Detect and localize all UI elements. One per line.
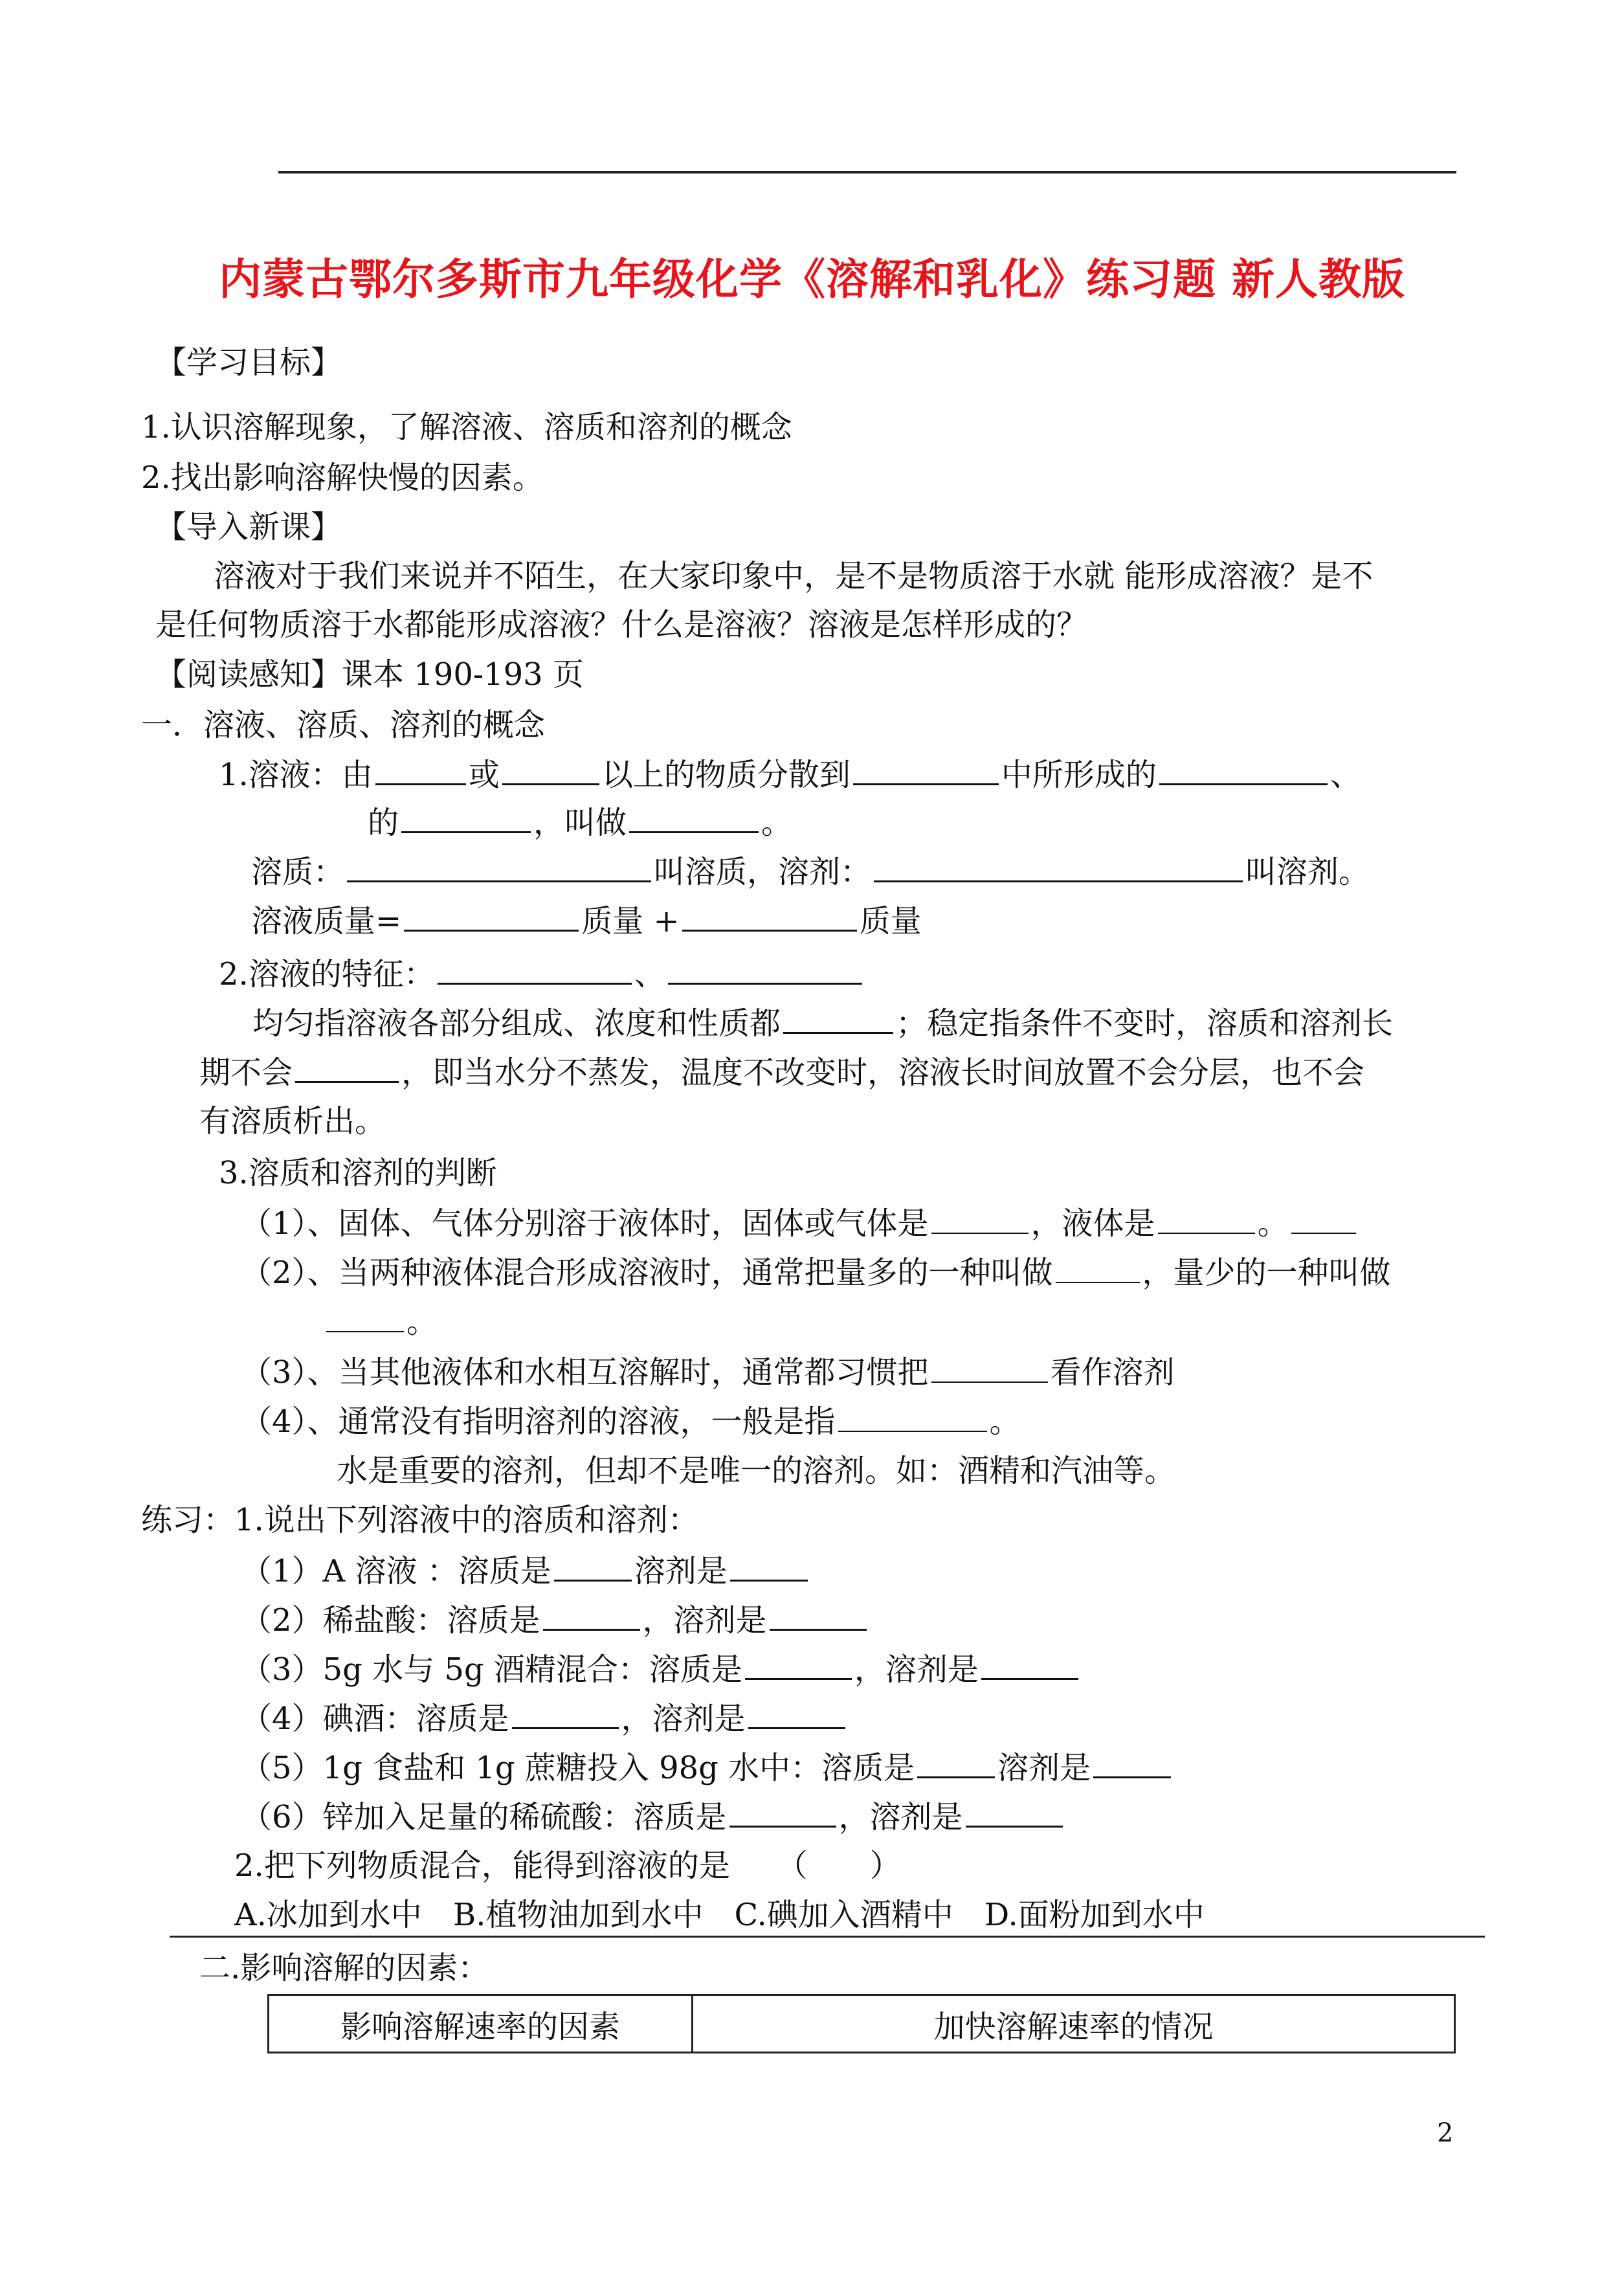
uniform-stable-line-2 <box>199 1053 1364 1092</box>
text: ，溶剂是 <box>621 1701 746 1737</box>
blank[interactable] <box>401 803 531 833</box>
blank[interactable] <box>730 1551 808 1582</box>
blank[interactable] <box>931 1353 1048 1383</box>
table-row <box>269 1995 1455 2053</box>
blank[interactable] <box>554 1551 632 1582</box>
text: 或 <box>468 757 500 793</box>
blank[interactable] <box>1291 1204 1356 1234</box>
reading-note: 【阅读感知】课本 190-193 页 <box>155 656 584 693</box>
text: 叫溶质，溶剂： <box>654 854 872 890</box>
solution-features <box>219 954 865 994</box>
text: 看作溶剂 <box>1050 1354 1175 1391</box>
section1-heading: 一．溶液、溶质、溶剂的概念 <box>141 707 546 743</box>
text: ，溶剂是 <box>838 1799 963 1835</box>
text: 均匀指溶液各部分组成、浓度和性质都 <box>252 1005 781 1042</box>
text: 叫溶剂。 <box>1245 854 1370 890</box>
objective-item-2: 2.找出影响溶解快慢的因素。 <box>141 460 544 496</box>
text: 。 <box>989 1404 1021 1440</box>
text: 1.溶液：由 <box>219 757 373 793</box>
blank[interactable] <box>729 1797 836 1828</box>
section-divider <box>170 1936 1485 1938</box>
blank[interactable] <box>629 803 759 833</box>
blank[interactable] <box>1056 1253 1140 1283</box>
objectives-heading: 【学习目标】 <box>155 344 342 381</box>
blank[interactable] <box>853 755 999 785</box>
text: 质量 <box>859 903 922 939</box>
practice-choices: A.冰加到水中 B.植物油加到水中 C.碘加入酒精中 D.面粉加到水中 <box>234 1897 1205 1933</box>
text: 以上的物质分散到 <box>601 757 851 793</box>
text: ，溶剂是 <box>854 1651 979 1688</box>
header-rule <box>278 171 1456 173</box>
text: 溶剂是 <box>634 1553 728 1589</box>
blank[interactable] <box>682 901 857 932</box>
intro-line-2: 是任何物质溶于水都能形成溶液？什么是溶液？溶液是怎样形成的？ <box>155 607 1088 643</box>
blank[interactable] <box>770 1600 867 1631</box>
blank[interactable] <box>668 954 862 985</box>
practice-item-1 <box>241 1551 810 1591</box>
blank[interactable] <box>783 1003 893 1034</box>
text: 溶质： <box>251 854 345 890</box>
document-title: 内蒙古鄂尔多斯市九年级化学《溶解和乳化》练习题 新人教版 <box>219 254 1405 304</box>
practice-item-5 <box>241 1748 1174 1787</box>
objective-item-1: 1.认识溶解现象，了解溶液、溶质和溶剂的概念 <box>141 409 792 445</box>
blank[interactable] <box>1093 1748 1171 1778</box>
text: ，溶剂是 <box>642 1602 767 1639</box>
judge-rule-3 <box>241 1353 1175 1392</box>
text: ；稳定指条件不变时，溶质和溶剂长 <box>896 1005 1394 1042</box>
text: 。 <box>406 1304 438 1340</box>
text: （5）1g 食盐和 1g 蔗糖投入 98g 水中：溶质是 <box>241 1750 915 1786</box>
solvent-note: 水是重要的溶剂，但却不是唯一的溶剂。如：酒精和汽油等。 <box>337 1453 1176 1489</box>
judge-rule-2 <box>241 1253 1391 1292</box>
blank[interactable] <box>917 1748 995 1778</box>
text: ，液体是 <box>1030 1205 1155 1242</box>
practice-question-2: 2.把下列物质混合，能得到溶液的是 （ ） <box>234 1848 901 1884</box>
text: 。 <box>761 805 793 841</box>
blank[interactable] <box>502 755 599 785</box>
page-number: 2 <box>1437 2118 1454 2148</box>
text: 期不会 <box>199 1055 293 1091</box>
text: （3）、当其他液体和水相互溶解时，通常都习惯把 <box>241 1354 929 1391</box>
blank[interactable] <box>512 1699 619 1729</box>
text: （2）稀盐酸：溶质是 <box>241 1602 540 1639</box>
blank[interactable] <box>404 901 579 932</box>
judge-rule-1 <box>241 1204 1359 1243</box>
blank[interactable] <box>748 1699 845 1729</box>
text: ，即当水分不蒸发，温度不改变时，溶液长时间放置不会分层，也不会 <box>401 1055 1365 1091</box>
intro-line-1: 溶液对于我们来说并不陌生，在大家印象中，是不是物质溶于水就 能形成溶液？是不 <box>214 558 1374 594</box>
text: 2.溶液的特征： <box>219 956 435 992</box>
table-header-factor: 影响溶解速率的因素 <box>269 1995 693 2053</box>
text: （3）5g 水与 5g 酒精混合：溶质是 <box>241 1651 742 1688</box>
text: ，量少的一种叫做 <box>1142 1255 1391 1291</box>
solute-solvent-definition <box>251 852 1370 891</box>
text: 溶剂是 <box>997 1750 1091 1786</box>
blank[interactable] <box>347 852 651 882</box>
blank[interactable] <box>1158 1204 1255 1234</box>
table-header-acceleration: 加快溶解速率的情况 <box>693 1995 1455 2053</box>
blank[interactable] <box>745 1650 852 1680</box>
blank[interactable] <box>543 1600 640 1631</box>
text: （1）、固体、气体分别溶于液体时，固体或气体是 <box>241 1205 929 1242</box>
practice-item-3 <box>241 1650 1081 1689</box>
text: （4）碘酒：溶质是 <box>241 1701 509 1737</box>
judge-rule-2-cont <box>324 1303 438 1341</box>
blank[interactable] <box>438 954 632 985</box>
text: 溶液质量= <box>251 903 402 939</box>
uniform-stable-line-1 <box>252 1003 1393 1043</box>
text: ，叫做 <box>533 805 627 841</box>
section2-heading: 二.影响溶解的因素： <box>199 1950 489 1986</box>
text: 质量 + <box>581 903 680 939</box>
text: （6）锌加入足量的稀硫酸：溶质是 <box>241 1799 727 1835</box>
uniform-stable-line-3: 有溶质析出。 <box>199 1103 386 1139</box>
solution-definition-line-2 <box>368 803 792 842</box>
dissolution-factors-table <box>267 1994 1456 2053</box>
blank[interactable] <box>838 1402 987 1432</box>
solution-mass-formula <box>251 901 922 941</box>
text: 中所形成的 <box>1001 757 1157 793</box>
judge-rule-4 <box>241 1402 1021 1441</box>
practice-item-4 <box>241 1699 848 1738</box>
intro-heading: 【导入新课】 <box>155 509 342 545</box>
text: （2）、当两种液体混合形成溶液时，通常把量多的一种叫做 <box>241 1255 1053 1291</box>
practice-item-2 <box>241 1600 869 1640</box>
blank[interactable] <box>1159 755 1328 785</box>
practice-heading: 练习：1.说出下列溶液中的溶质和溶剂： <box>141 1502 699 1538</box>
practice-item-6 <box>241 1797 1065 1837</box>
blank[interactable] <box>981 1650 1078 1680</box>
text: 。 <box>1257 1205 1289 1242</box>
text: 、 <box>634 956 665 992</box>
blank[interactable] <box>375 755 466 785</box>
solution-definition-line-1 <box>219 755 1361 794</box>
text: （1）A 溶液 ：溶质是 <box>241 1553 551 1589</box>
blank[interactable] <box>874 852 1243 882</box>
blank[interactable] <box>966 1797 1063 1828</box>
text: 的 <box>368 805 399 841</box>
judge-heading: 3.溶质和溶剂的判断 <box>219 1155 497 1191</box>
text: 、 <box>1329 757 1361 793</box>
blank[interactable] <box>931 1204 1029 1234</box>
blank[interactable] <box>295 1053 399 1083</box>
blank[interactable] <box>326 1303 404 1332</box>
text: （4）、通常没有指明溶剂的溶液，一般是指 <box>241 1404 836 1440</box>
